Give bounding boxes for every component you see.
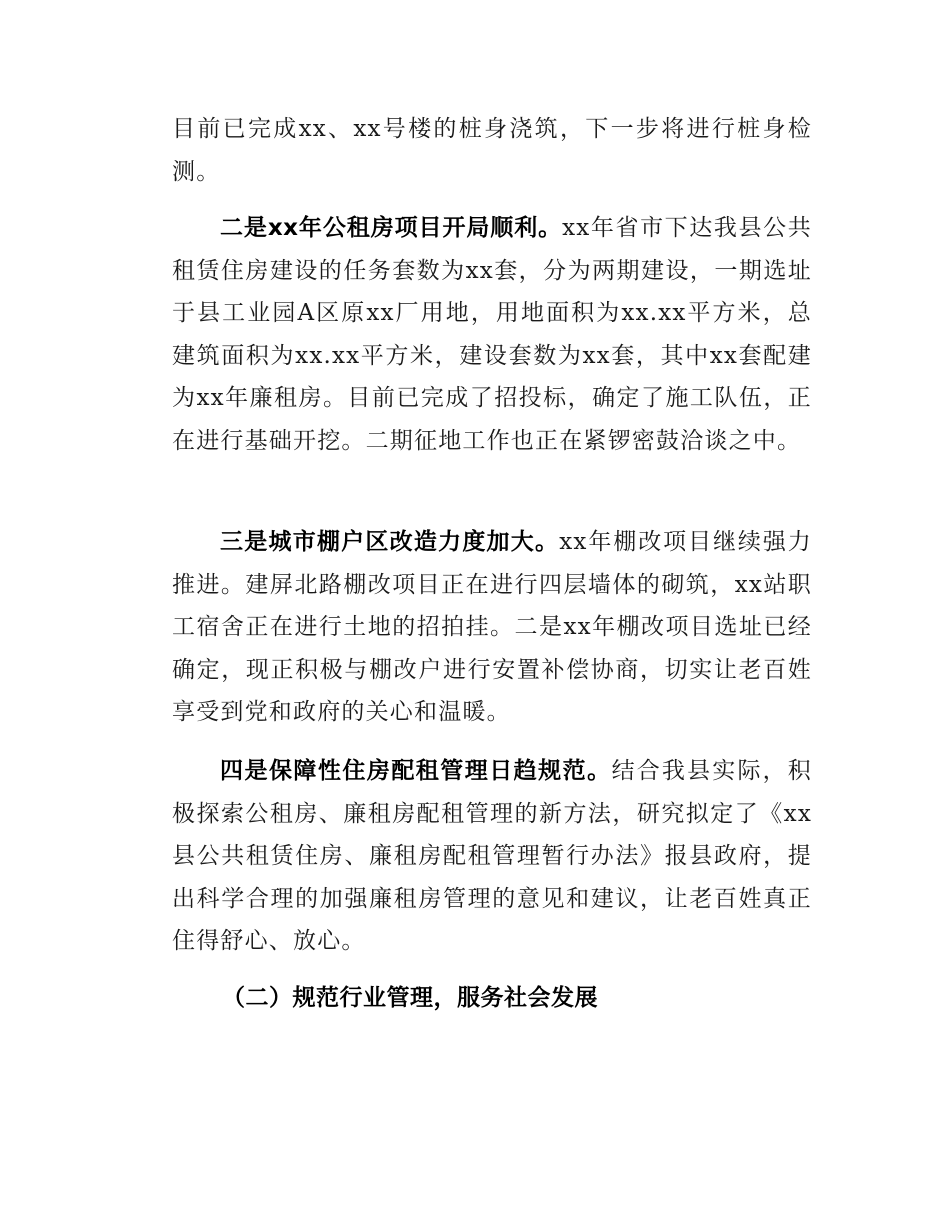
paragraph-body: xx年省市下达我县公共租赁住房建设的任务套数为xx套，分为两期建设，一期选址于县工业园A区原xx厂用地，用地面积为xx.xx平方米，总建筑面积为xx.xx平方米，建设套数为xx套，其中xx套配建为xx年廉租房。目前已完成了招投标，确定了施工队伍，正在进行基础开挖。二期征地工作也正在紧锣密鼓洽谈之中。 — [172, 215, 812, 454]
paragraph-body: xx年棚改项目继续强力推进。建屏北路棚改项目正在进行四层墙体的砌筑，xx站职工宿舍正在进行土地的招拍挂。二是xx年棚改项目选址已经确定，现正积极与棚改户进行安置补偿协商，切实让老百姓享受到党和政府的关心和温暖。 — [172, 529, 812, 725]
paragraph-lead: 二是xx年公租房项目开局顺利。 — [220, 215, 563, 241]
paragraph-public-rental-housing — [172, 207, 812, 462]
paragraph-rental-management — [172, 750, 812, 963]
paragraph-body: 结合我县实际，积极探索公租房、廉租房配租管理的新方法，研究拟定了《xx县公共租赁住房、廉租房配租管理暂行办法》报县政府，提出科学合理的加强廉租房管理的意见和建议，让老百姓真正住得舒心、放心。 — [172, 758, 812, 954]
paragraph-body: 目前已完成xx、xx号楼的桩身浇筑，下一步将进行桩身检测。 — [172, 116, 812, 185]
paragraph-lead: 三是城市棚户区改造力度加大。 — [220, 529, 560, 555]
paragraph-shantytown-renovation — [172, 521, 812, 734]
paragraph-lead: 四是保障性住房配租管理日趋规范。 — [220, 758, 612, 784]
section-heading: （二）规范行业管理，服务社会发展 — [222, 985, 598, 1011]
paragraph-continuation — [172, 108, 812, 193]
